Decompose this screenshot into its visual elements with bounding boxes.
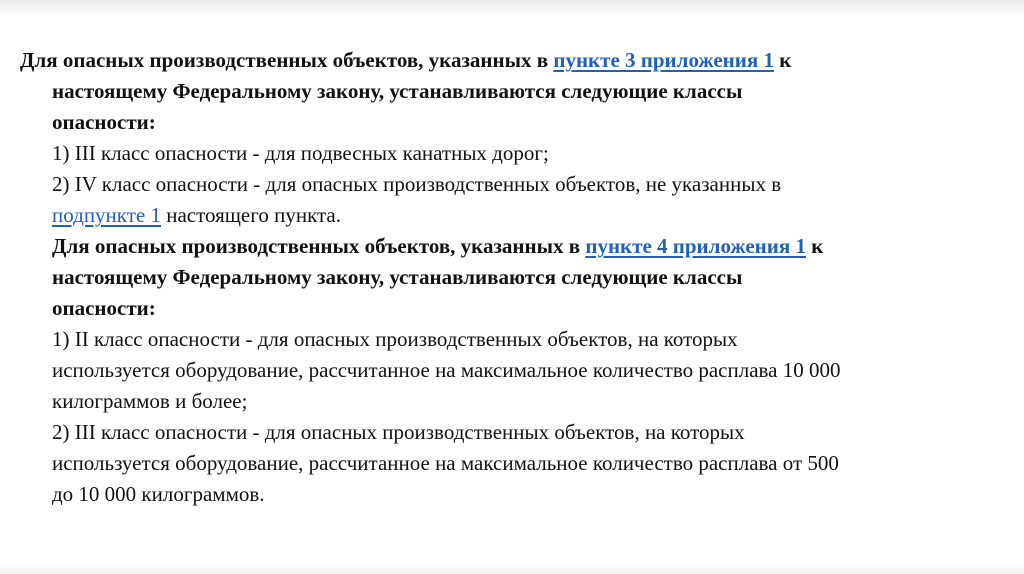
block2-item1-line3: килограммов и более; [52,389,248,413]
block2-intro-line3: опасности: [52,296,156,320]
slide-bottom-shade [0,562,1024,574]
block1-intro-line1 [20,45,791,75]
block1-intro-end: к [774,48,792,72]
block2-item2-line1: 2) III класс опасности - для опасных производственных объектов, на которых [52,420,745,444]
block2-intro-text: Для опасных производственных объектов, указанных в [52,234,586,258]
block1-item2-line1: 2) IV класс опасности - для опасных производственных объектов, не указанных в [52,172,782,196]
block1-item1: 1) III класс опасности - для подвесных канатных дорог; [52,141,549,165]
block1-item2-end: настоящего пункта. [160,203,341,227]
block2-item1-line2: используется оборудование, рассчитанное на максимальное количество расплава 10 000 [52,358,841,382]
block1-item2-line2 [52,200,341,230]
block2-item2-line2: используется оборудование, рассчитанное на максимальное количество расплава от 500 [52,451,839,475]
block1-intro-line2: настоящему Федеральному закону, устанавливаются следующие классы [52,79,743,103]
block1-reference-link[interactable]: пункте 3 приложения 1 [553,48,774,72]
block1-subitem-link[interactable]: подпункте 1 [52,203,161,227]
block2-item2-line3: до 10 000 килограммов. [52,482,265,506]
block2-intro-end: к [806,234,824,258]
block1-intro-line3: опасности: [52,110,156,134]
block2-intro-line1 [52,231,823,261]
block1-intro-text: Для опасных производственных объектов, указанных в [20,48,554,72]
block2-intro-line2: настоящему Федеральному закону, устанавливаются следующие классы [52,265,743,289]
block2-item1-line1: 1) II класс опасности - для опасных производственных объектов, на которых [52,327,738,351]
block2-reference-link[interactable]: пункте 4 приложения 1 [585,234,806,258]
